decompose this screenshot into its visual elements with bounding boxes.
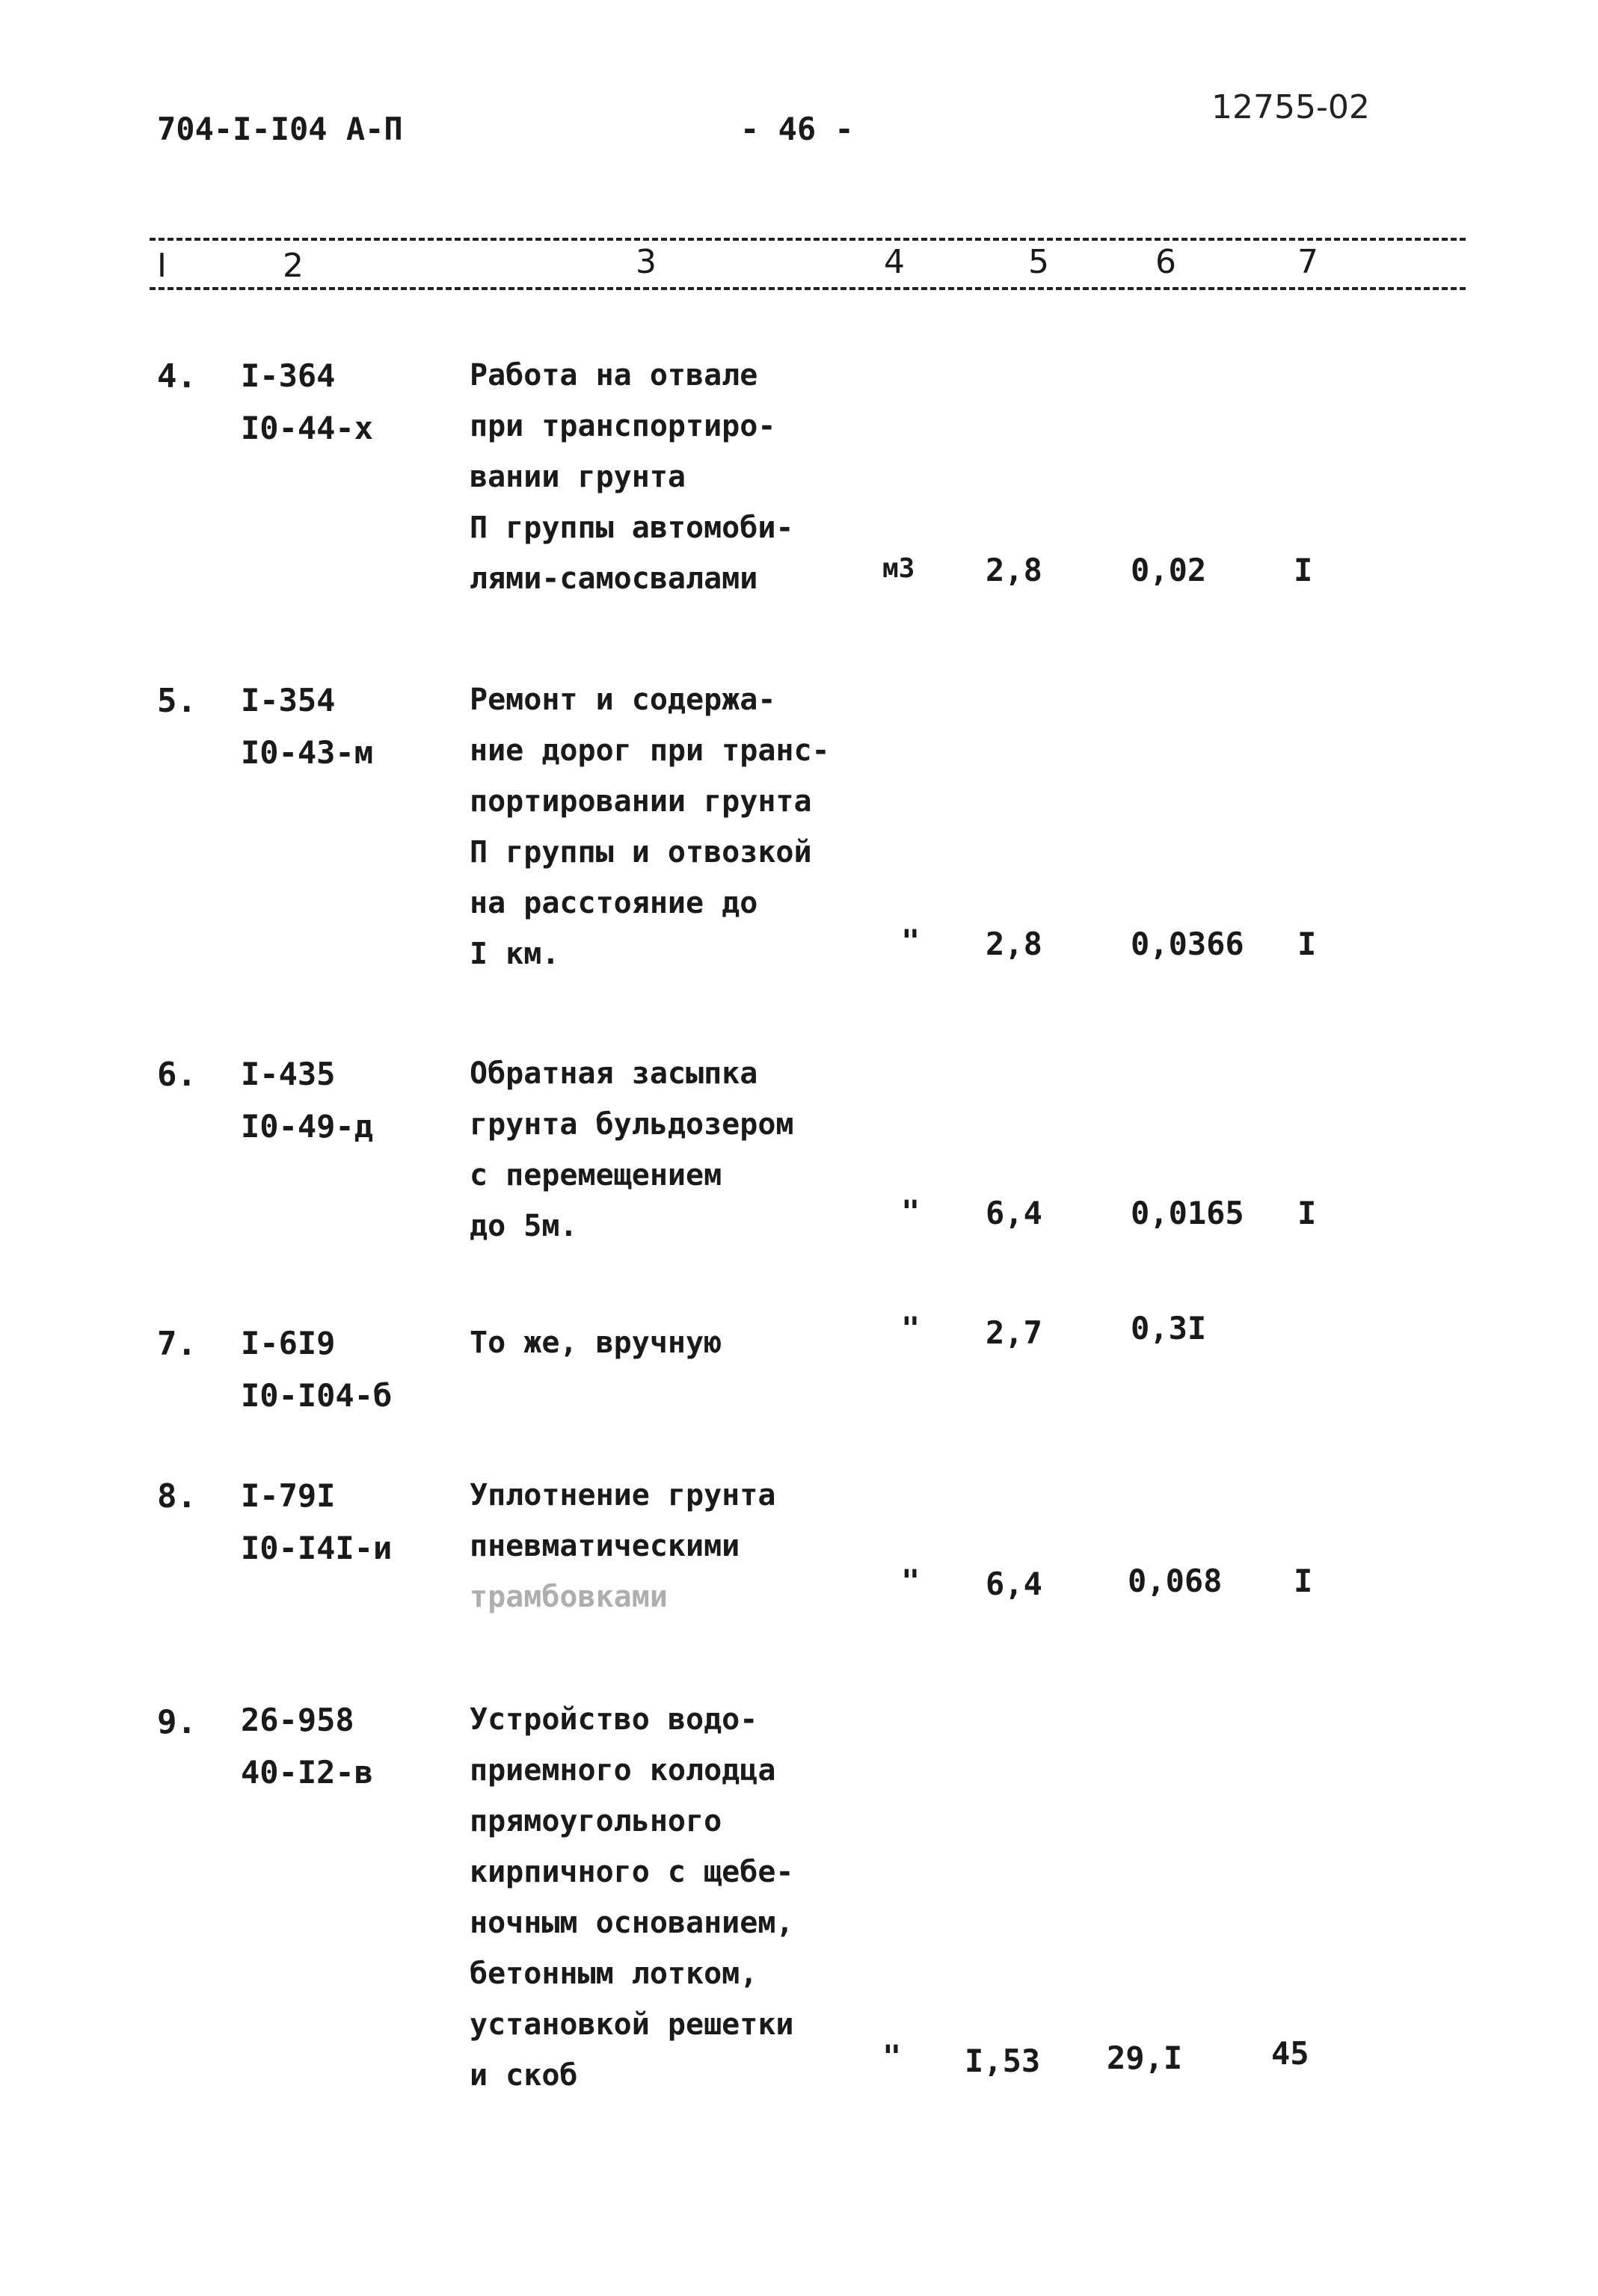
work-description-line: вании грунта	[470, 460, 686, 494]
quantity-value: 6,4	[986, 1566, 1042, 1602]
total-cost-value: I	[1294, 552, 1313, 588]
work-description-line: Ремонт и содержа-	[470, 683, 776, 717]
total-cost-value: I	[1297, 1195, 1317, 1231]
work-description-line: То же, вручную	[470, 1326, 722, 1360]
column-header-2: 2	[283, 247, 304, 285]
quantity-value: 6,4	[986, 1195, 1042, 1231]
unit-cost-value: 29,I	[1107, 2040, 1183, 2076]
price-code: 40-I2-в	[241, 1754, 374, 1791]
quantity-value: 2,8	[986, 552, 1042, 588]
price-code: I0-I4I-и	[241, 1530, 393, 1566]
work-description-line: I км.	[470, 937, 560, 971]
row-number: 5.	[157, 682, 197, 720]
unit-of-measure: "	[901, 1193, 921, 1230]
price-code: I0-43-м	[241, 734, 374, 771]
work-description-line: П группы автомоби-	[470, 511, 794, 545]
unit-of-measure: "	[882, 2038, 902, 2075]
row-number: 4.	[157, 357, 197, 396]
page-number: - 46 -	[740, 111, 854, 147]
total-cost-value: I	[1294, 1563, 1313, 1599]
norm-code: I-6I9	[241, 1325, 336, 1361]
price-code: I0-49-д	[241, 1108, 374, 1145]
total-cost-value: 45	[1271, 2035, 1309, 2072]
row-number: 9.	[157, 1703, 197, 1741]
total-cost-value: I	[1297, 926, 1317, 962]
document-code: 704-I-I04 А-П	[157, 111, 403, 147]
work-description-line: ние дорог при транс-	[470, 733, 830, 768]
norm-code: 26-958	[241, 1702, 354, 1738]
work-description-line: с перемещением	[470, 1158, 722, 1192]
norm-code: I-354	[241, 682, 336, 718]
unit-of-measure: "	[901, 1310, 921, 1346]
column-header-5: 5	[1028, 243, 1049, 281]
unit-of-measure: "	[901, 1563, 921, 1599]
row-number: 8.	[157, 1477, 197, 1515]
work-description-line: на расстояние до	[470, 886, 758, 920]
quantity-value: 2,8	[986, 926, 1042, 962]
work-description-line: лями-самосвалами	[470, 561, 758, 596]
column-header-4: 4	[884, 243, 905, 281]
table-top-rule	[150, 238, 1466, 241]
unit-cost-value: 0,0366	[1131, 926, 1244, 962]
work-description-line: ночным основанием,	[470, 1906, 794, 1940]
work-description-line: установкой решетки	[470, 2007, 794, 2042]
work-description-line: до 5м.	[470, 1209, 578, 1243]
row-number: 7.	[157, 1325, 197, 1363]
work-description-line: при транспортиро-	[470, 409, 776, 443]
work-description-line: бетонным лотком,	[470, 1957, 758, 1991]
quantity-value: I,53	[965, 2043, 1041, 2079]
column-header-3: 3	[636, 243, 657, 281]
unit-of-measure: "	[901, 923, 921, 959]
handwritten-number: 12755-02	[1211, 88, 1370, 126]
unit-cost-value: 0,02	[1131, 552, 1207, 588]
work-description-line: Работа на отвале	[470, 358, 758, 393]
norm-code: I-79I	[241, 1477, 336, 1514]
work-description-line: портировании грунта	[470, 784, 812, 819]
column-header-6: 6	[1155, 243, 1176, 281]
table-header-rule	[150, 287, 1466, 290]
unit-cost-value: 0,3I	[1131, 1310, 1207, 1346]
work-description-line: пневматическими	[470, 1529, 740, 1563]
unit-of-measure: м3	[882, 553, 915, 584]
column-header-1: I	[157, 247, 167, 285]
price-code: I0-44-х	[241, 410, 374, 446]
work-description-line: грунта бульдозером	[470, 1107, 794, 1142]
column-header-7: 7	[1297, 243, 1318, 281]
work-description-line: Устройство водо-	[470, 1702, 758, 1737]
work-description-line: прямоугольного	[470, 1804, 722, 1838]
norm-code: I-364	[241, 357, 336, 394]
work-description-line: Уплотнение грунта	[470, 1478, 776, 1512]
work-description-line: и скоб	[470, 2058, 578, 2093]
quantity-value: 2,7	[986, 1314, 1042, 1351]
unit-cost-value: 0,0165	[1131, 1195, 1244, 1231]
work-description-line: кирпичного с щебе-	[470, 1855, 794, 1889]
work-description-line: П группы и отвозкой	[470, 835, 812, 870]
work-description-line: приемного колодца	[470, 1753, 776, 1788]
row-number: 6.	[157, 1056, 197, 1094]
unit-cost-value: 0,068	[1128, 1563, 1223, 1599]
price-code: I0-I04-б	[241, 1377, 393, 1414]
work-description-line: Обратная засыпка	[470, 1056, 758, 1091]
work-description-line: трамбовками	[470, 1580, 668, 1614]
norm-code: I-435	[241, 1056, 336, 1092]
